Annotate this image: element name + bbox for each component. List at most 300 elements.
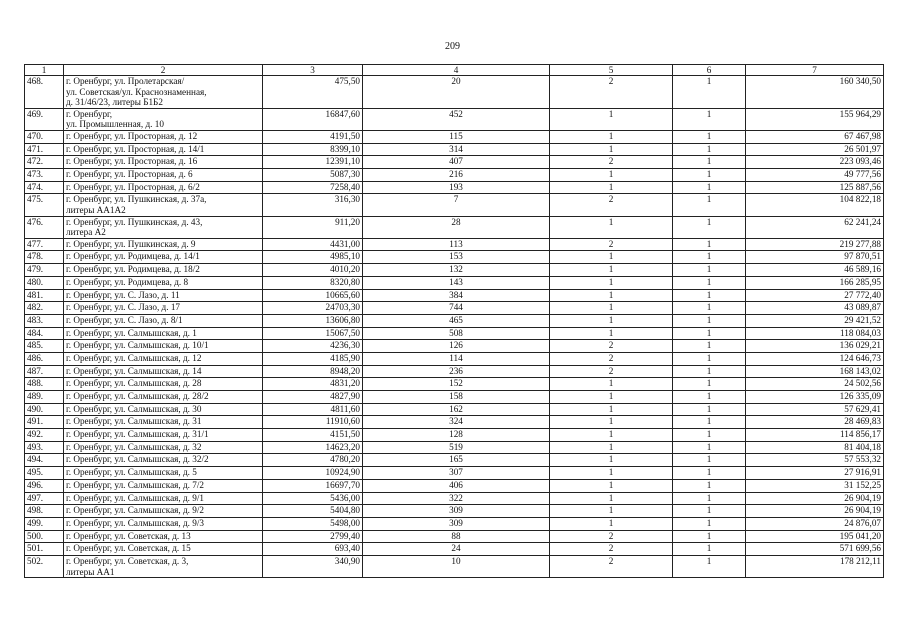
address-line: г. Оренбург, ул. Родимцева, д. 8 <box>66 276 189 287</box>
table-cell <box>64 314 263 327</box>
table-cell: 31 152,25 <box>746 479 884 492</box>
table-cell: 491. <box>25 416 64 429</box>
table-cell <box>64 365 263 378</box>
table-cell: 1 <box>550 505 673 518</box>
table-cell: 113 <box>363 238 550 251</box>
table-cell: 484. <box>25 327 64 340</box>
address-line: г. Оренбург, ул. Салмышская, д. 10/1 <box>66 340 209 351</box>
table-cell: 5087,30 <box>263 169 363 182</box>
table-cell: 1 <box>673 441 746 454</box>
table-cell: 4827,90 <box>263 391 363 404</box>
column-header: 1 <box>25 65 64 76</box>
table-cell <box>64 194 263 216</box>
table-cell: 43 089,87 <box>746 302 884 315</box>
table-cell: 1 <box>550 391 673 404</box>
table-cell: 26 501,97 <box>746 143 884 156</box>
address-line: г. Оренбург, ул. Пушкинская, д. 37а, <box>66 194 207 205</box>
register-table <box>24 64 884 578</box>
table-cell: 57 629,41 <box>746 403 884 416</box>
table-row <box>25 492 884 505</box>
table-cell: 488. <box>25 378 64 391</box>
table-cell: 27 916,91 <box>746 467 884 480</box>
table-cell <box>64 264 263 277</box>
table-cell: 7 <box>363 194 550 216</box>
address-line: г. Оренбург, ул. Салмышская, д. 9/2 <box>66 505 204 516</box>
table-cell: 1 <box>673 143 746 156</box>
table-cell: 10 <box>363 555 550 577</box>
table-cell: 2 <box>550 352 673 365</box>
table-cell: 1 <box>550 108 673 130</box>
address-line: г. Оренбург, ул. Родимцева, д. 14/1 <box>66 251 200 262</box>
table-cell: 1 <box>550 467 673 480</box>
table-row <box>25 416 884 429</box>
table-cell: 126 <box>363 340 550 353</box>
table-cell: 124 646,73 <box>746 352 884 365</box>
table-cell: 2 <box>550 530 673 543</box>
address-line: литеры АА1 <box>66 566 115 577</box>
address-line: г. Оренбург, ул. Салмышская, д. 32 <box>66 441 202 452</box>
table-cell: 1 <box>673 492 746 505</box>
address-line: г. Оренбург, ул. Просторная, д. 16 <box>66 156 198 167</box>
table-cell: 29 421,52 <box>746 314 884 327</box>
table-cell: 4985,10 <box>263 251 363 264</box>
table-cell: 1 <box>673 327 746 340</box>
table-cell: 1 <box>673 276 746 289</box>
table-cell: 476. <box>25 216 64 238</box>
table-cell: 1 <box>550 479 673 492</box>
table-cell: 322 <box>363 492 550 505</box>
table-cell: 496. <box>25 479 64 492</box>
table-cell: 1 <box>673 108 746 130</box>
table-cell <box>64 216 263 238</box>
table-cell: 24 <box>363 543 550 556</box>
address-line: г. Оренбург, ул. Салмышская, д. 9/1 <box>66 492 204 503</box>
table-cell: 1 <box>550 181 673 194</box>
table-cell: 155 964,29 <box>746 108 884 130</box>
table-cell: 1 <box>550 130 673 143</box>
address-line: г. Оренбург, ул. Салмышская, д. 12 <box>66 352 202 363</box>
table-cell: 158 <box>363 391 550 404</box>
table-cell: 477. <box>25 238 64 251</box>
address-line: г. Оренбург, ул. С. Лазо, д. 11 <box>66 289 180 300</box>
table-cell <box>64 108 263 130</box>
table-row <box>25 130 884 143</box>
table-cell: 1 <box>673 289 746 302</box>
table-cell: 1 <box>550 416 673 429</box>
table-cell: 4780,20 <box>263 454 363 467</box>
table-cell: 236 <box>363 365 550 378</box>
table-cell: 162 <box>363 403 550 416</box>
address-line: г. Оренбург, ул. Родимцева, д. 18/2 <box>66 264 200 275</box>
table-cell: 475,50 <box>263 76 363 109</box>
table-cell: 115 <box>363 130 550 143</box>
address-line: г. Оренбург, ул. Просторная, д. 6/2 <box>66 181 200 192</box>
address-line: г. Оренбург, ул. Советская, д. 3, <box>66 555 189 566</box>
table-cell: 24 876,07 <box>746 517 884 530</box>
table-cell: 1 <box>550 517 673 530</box>
table-cell <box>64 467 263 480</box>
table-cell: 132 <box>363 264 550 277</box>
table-cell: 57 553,32 <box>746 454 884 467</box>
table-cell: 744 <box>363 302 550 315</box>
table-cell: 8948,20 <box>263 365 363 378</box>
table-cell: 495. <box>25 467 64 480</box>
table-cell: 316,30 <box>263 194 363 216</box>
table-cell: 485. <box>25 340 64 353</box>
table-cell: 1 <box>550 143 673 156</box>
table-cell: 1 <box>550 327 673 340</box>
table-row <box>25 251 884 264</box>
table-cell: 1 <box>550 276 673 289</box>
table-cell: 153 <box>363 251 550 264</box>
table-cell: 136 029,21 <box>746 340 884 353</box>
table-cell: 1 <box>673 302 746 315</box>
table-cell: 1 <box>673 264 746 277</box>
table-cell: 480. <box>25 276 64 289</box>
table-cell: 1 <box>673 216 746 238</box>
table-cell: 1 <box>673 479 746 492</box>
table-cell: 487. <box>25 365 64 378</box>
table-cell <box>64 479 263 492</box>
table-cell: 15067,50 <box>263 327 363 340</box>
column-header: 3 <box>263 65 363 76</box>
table-cell: 49 777,56 <box>746 169 884 182</box>
address-line: г. Оренбург, ул. Салмышская, д. 30 <box>66 403 202 414</box>
table-row <box>25 517 884 530</box>
table-cell: 1 <box>673 517 746 530</box>
table-cell: 1 <box>673 505 746 518</box>
address-line: г. Оренбург, ул. Салмышская, д. 1 <box>66 327 197 338</box>
table-cell <box>64 391 263 404</box>
table-body <box>25 76 884 578</box>
table-row <box>25 429 884 442</box>
table-cell: 4191,50 <box>263 130 363 143</box>
table-cell: 499. <box>25 517 64 530</box>
table-cell <box>64 555 263 577</box>
table-cell: 2 <box>550 555 673 577</box>
table-cell: 1 <box>550 441 673 454</box>
table-cell: 20 <box>363 76 550 109</box>
table-cell: 125 887,56 <box>746 181 884 194</box>
address-line: литеры АА1А2 <box>66 205 126 215</box>
table-cell: 479. <box>25 264 64 277</box>
table-cell <box>64 530 263 543</box>
table-cell: 1 <box>550 403 673 416</box>
table-cell <box>64 517 263 530</box>
table-cell: 470. <box>25 130 64 143</box>
table-cell: 8399,10 <box>263 143 363 156</box>
table-cell: 193 <box>363 181 550 194</box>
table-cell <box>64 454 263 467</box>
column-header: 6 <box>673 65 746 76</box>
table-row <box>25 76 884 109</box>
table-cell: 1 <box>550 429 673 442</box>
table-cell: 168 143,02 <box>746 365 884 378</box>
address-line: г. Оренбург, ул. Салмышская, д. 9/3 <box>66 517 204 528</box>
table-cell: 62 241,24 <box>746 216 884 238</box>
table-row <box>25 403 884 416</box>
address-line: г. Оренбург, ул. Просторная, д. 12 <box>66 130 198 141</box>
table-cell: 1 <box>673 378 746 391</box>
table-cell: 27 772,40 <box>746 289 884 302</box>
table-row <box>25 365 884 378</box>
table-cell: 407 <box>363 156 550 169</box>
table-cell: 165 <box>363 454 550 467</box>
table-cell: 195 041,20 <box>746 530 884 543</box>
table-cell: 4831,20 <box>263 378 363 391</box>
address-line: г. Оренбург, ул. Салмышская, д. 31/1 <box>66 429 209 440</box>
table-cell: 475. <box>25 194 64 216</box>
table-cell: 2799,40 <box>263 530 363 543</box>
table-cell <box>64 441 263 454</box>
table-cell <box>64 352 263 365</box>
table-cell: 1 <box>673 352 746 365</box>
table-cell: 307 <box>363 467 550 480</box>
page-number: 209 <box>445 41 460 52</box>
address-line: г. Оренбург, ул. Просторная, д. 14/1 <box>66 143 205 154</box>
header-row <box>25 65 884 76</box>
table-row <box>25 264 884 277</box>
table-cell: 1 <box>550 314 673 327</box>
table-cell: 26 904,19 <box>746 505 884 518</box>
table-cell: 46 589,16 <box>746 264 884 277</box>
table-cell: 468. <box>25 76 64 109</box>
table-cell <box>64 289 263 302</box>
address-line: ул. Советская/ул. Краснознаменная, <box>66 86 207 97</box>
address-line: г. Оренбург, ул. Салмышская, д. 14 <box>66 365 202 376</box>
table-cell <box>64 143 263 156</box>
table-cell: 473. <box>25 169 64 182</box>
table-cell: 2 <box>550 156 673 169</box>
table-cell <box>64 181 263 194</box>
table-cell: 1 <box>673 365 746 378</box>
address-line: д. 31/46/23, литеры Б1Б2 <box>66 97 163 108</box>
table-cell: 16847,60 <box>263 108 363 130</box>
table-cell: 406 <box>363 479 550 492</box>
address-line: г. Оренбург, ул. С. Лазо, д. 8/1 <box>66 314 183 325</box>
table-row <box>25 454 884 467</box>
table-cell: 1 <box>550 454 673 467</box>
table-cell: 490. <box>25 403 64 416</box>
column-header: 4 <box>363 65 550 76</box>
table-cell <box>64 429 263 442</box>
address-line: г. Оренбург, ул. Салмышская, д. 7/2 <box>66 479 204 490</box>
table-cell: 469. <box>25 108 64 130</box>
table-cell: 309 <box>363 517 550 530</box>
table-cell: 2 <box>550 76 673 109</box>
table-row <box>25 530 884 543</box>
table-cell: 128 <box>363 429 550 442</box>
table-cell: 14623,20 <box>263 441 363 454</box>
table-cell <box>64 327 263 340</box>
table-cell: 571 699,56 <box>746 543 884 556</box>
table-cell <box>64 378 263 391</box>
address-line: г. Оренбург, ул. С. Лазо, д. 17 <box>66 302 181 313</box>
address-line: ул. Промышленная, д. 10 <box>66 119 164 130</box>
table-cell: 494. <box>25 454 64 467</box>
table-cell: 2 <box>550 238 673 251</box>
table-cell: 126 335,09 <box>746 391 884 404</box>
table-cell <box>64 543 263 556</box>
table-cell: 2 <box>550 340 673 353</box>
table-row <box>25 441 884 454</box>
table-row <box>25 391 884 404</box>
table-row <box>25 479 884 492</box>
table-row <box>25 216 884 238</box>
table-cell: 10924,90 <box>263 467 363 480</box>
table-cell: 693,40 <box>263 543 363 556</box>
table-cell <box>64 276 263 289</box>
table-cell: 4151,50 <box>263 429 363 442</box>
table-row <box>25 238 884 251</box>
table-cell: 216 <box>363 169 550 182</box>
table-cell: 324 <box>363 416 550 429</box>
table-cell: 10665,60 <box>263 289 363 302</box>
table-cell: 309 <box>363 505 550 518</box>
table-cell: 4010,20 <box>263 264 363 277</box>
table-cell: 911,20 <box>263 216 363 238</box>
address-line: г. Оренбург, ул. Советская, д. 15 <box>66 543 191 554</box>
table-cell <box>64 302 263 315</box>
table-cell: 501. <box>25 543 64 556</box>
table-cell: 384 <box>363 289 550 302</box>
table-row <box>25 289 884 302</box>
table-cell: 1 <box>673 454 746 467</box>
table-cell: 1 <box>550 289 673 302</box>
table-cell: 4811,60 <box>263 403 363 416</box>
table-row <box>25 352 884 365</box>
table-cell <box>64 130 263 143</box>
table-cell: 114 856,17 <box>746 429 884 442</box>
table-cell: 314 <box>363 143 550 156</box>
table-row <box>25 314 884 327</box>
column-header: 7 <box>746 65 884 76</box>
table-cell: 452 <box>363 108 550 130</box>
table-row <box>25 378 884 391</box>
table-row <box>25 108 884 130</box>
table-cell: 4431,00 <box>263 238 363 251</box>
address-line: г. Оренбург, ул. Салмышская, д. 28 <box>66 378 202 389</box>
table-cell: 152 <box>363 378 550 391</box>
table-row <box>25 327 884 340</box>
table-cell: 1 <box>550 302 673 315</box>
table-cell: 4236,30 <box>263 340 363 353</box>
address-line: г. Оренбург, ул. Просторная, д. 6 <box>66 169 193 180</box>
table-row <box>25 181 884 194</box>
table-cell: 465 <box>363 314 550 327</box>
table-cell: 1 <box>673 530 746 543</box>
table-cell: 5436,00 <box>263 492 363 505</box>
column-header: 5 <box>550 65 673 76</box>
table-cell: 1 <box>673 391 746 404</box>
table-row <box>25 143 884 156</box>
table-row <box>25 505 884 518</box>
table-cell: 493. <box>25 441 64 454</box>
table-cell: 13606,80 <box>263 314 363 327</box>
table-cell: 5498,00 <box>263 517 363 530</box>
table-cell: 1 <box>550 264 673 277</box>
address-line: г. Оренбург, ул. Пушкинская, д. 43, <box>66 216 203 227</box>
table-cell: 2 <box>550 194 673 216</box>
table-cell: 81 404,18 <box>746 441 884 454</box>
table-cell: 478. <box>25 251 64 264</box>
table-cell: 497. <box>25 492 64 505</box>
address-line: г. Оренбург, <box>66 108 113 119</box>
table-cell: 178 212,11 <box>746 555 884 577</box>
table-cell: 8320,80 <box>263 276 363 289</box>
table-cell: 1 <box>550 492 673 505</box>
table-cell: 12391,10 <box>263 156 363 169</box>
table-row <box>25 302 884 315</box>
table-cell: 1 <box>673 555 746 577</box>
table-cell <box>64 76 263 109</box>
address-line: г. Оренбург, ул. Пушкинская, д. 9 <box>66 238 196 249</box>
table-cell: 500. <box>25 530 64 543</box>
table-cell: 24 502,56 <box>746 378 884 391</box>
table-row <box>25 156 884 169</box>
table-cell: 340,90 <box>263 555 363 577</box>
table-row <box>25 169 884 182</box>
table-cell: 472. <box>25 156 64 169</box>
table-cell: 1 <box>550 251 673 264</box>
table-cell: 482. <box>25 302 64 315</box>
address-line: г. Оренбург, ул. Салмышская, д. 5 <box>66 467 197 478</box>
table-cell <box>64 169 263 182</box>
table-cell <box>64 416 263 429</box>
table-cell <box>64 492 263 505</box>
table-cell: 492. <box>25 429 64 442</box>
table-cell: 1 <box>673 251 746 264</box>
table-cell: 143 <box>363 276 550 289</box>
table-cell: 24703,30 <box>263 302 363 315</box>
table-row <box>25 194 884 216</box>
table-cell: 519 <box>363 441 550 454</box>
table-cell: 1 <box>673 340 746 353</box>
table-cell: 67 467,98 <box>746 130 884 143</box>
table-cell: 481. <box>25 289 64 302</box>
table-cell: 1 <box>550 216 673 238</box>
table-cell: 223 093,46 <box>746 156 884 169</box>
table-cell: 4185,90 <box>263 352 363 365</box>
table-cell: 1 <box>673 403 746 416</box>
table-cell: 1 <box>550 169 673 182</box>
table-cell: 166 285,95 <box>746 276 884 289</box>
table-cell: 7258,40 <box>263 181 363 194</box>
address-line: г. Оренбург, ул. Салмышская, д. 31 <box>66 416 202 427</box>
table-cell: 5404,80 <box>263 505 363 518</box>
table-cell: 2 <box>550 543 673 556</box>
table-cell: 1 <box>673 429 746 442</box>
table-cell: 1 <box>673 467 746 480</box>
table-cell: 1 <box>673 76 746 109</box>
table-cell: 1 <box>673 543 746 556</box>
table-cell: 160 340,50 <box>746 76 884 109</box>
table-cell: 97 870,51 <box>746 251 884 264</box>
table-cell: 489. <box>25 391 64 404</box>
table-cell: 1 <box>673 156 746 169</box>
table-cell: 1 <box>673 130 746 143</box>
table-cell: 1 <box>673 314 746 327</box>
table-cell: 28 <box>363 216 550 238</box>
table-cell: 11910,60 <box>263 416 363 429</box>
table-row <box>25 276 884 289</box>
address-line: г. Оренбург, ул. Салмышская, д. 28/2 <box>66 391 209 402</box>
table-row <box>25 340 884 353</box>
table-cell: 1 <box>673 238 746 251</box>
table-cell: 118 084,03 <box>746 327 884 340</box>
table-cell <box>64 403 263 416</box>
table-cell: 219 277,88 <box>746 238 884 251</box>
